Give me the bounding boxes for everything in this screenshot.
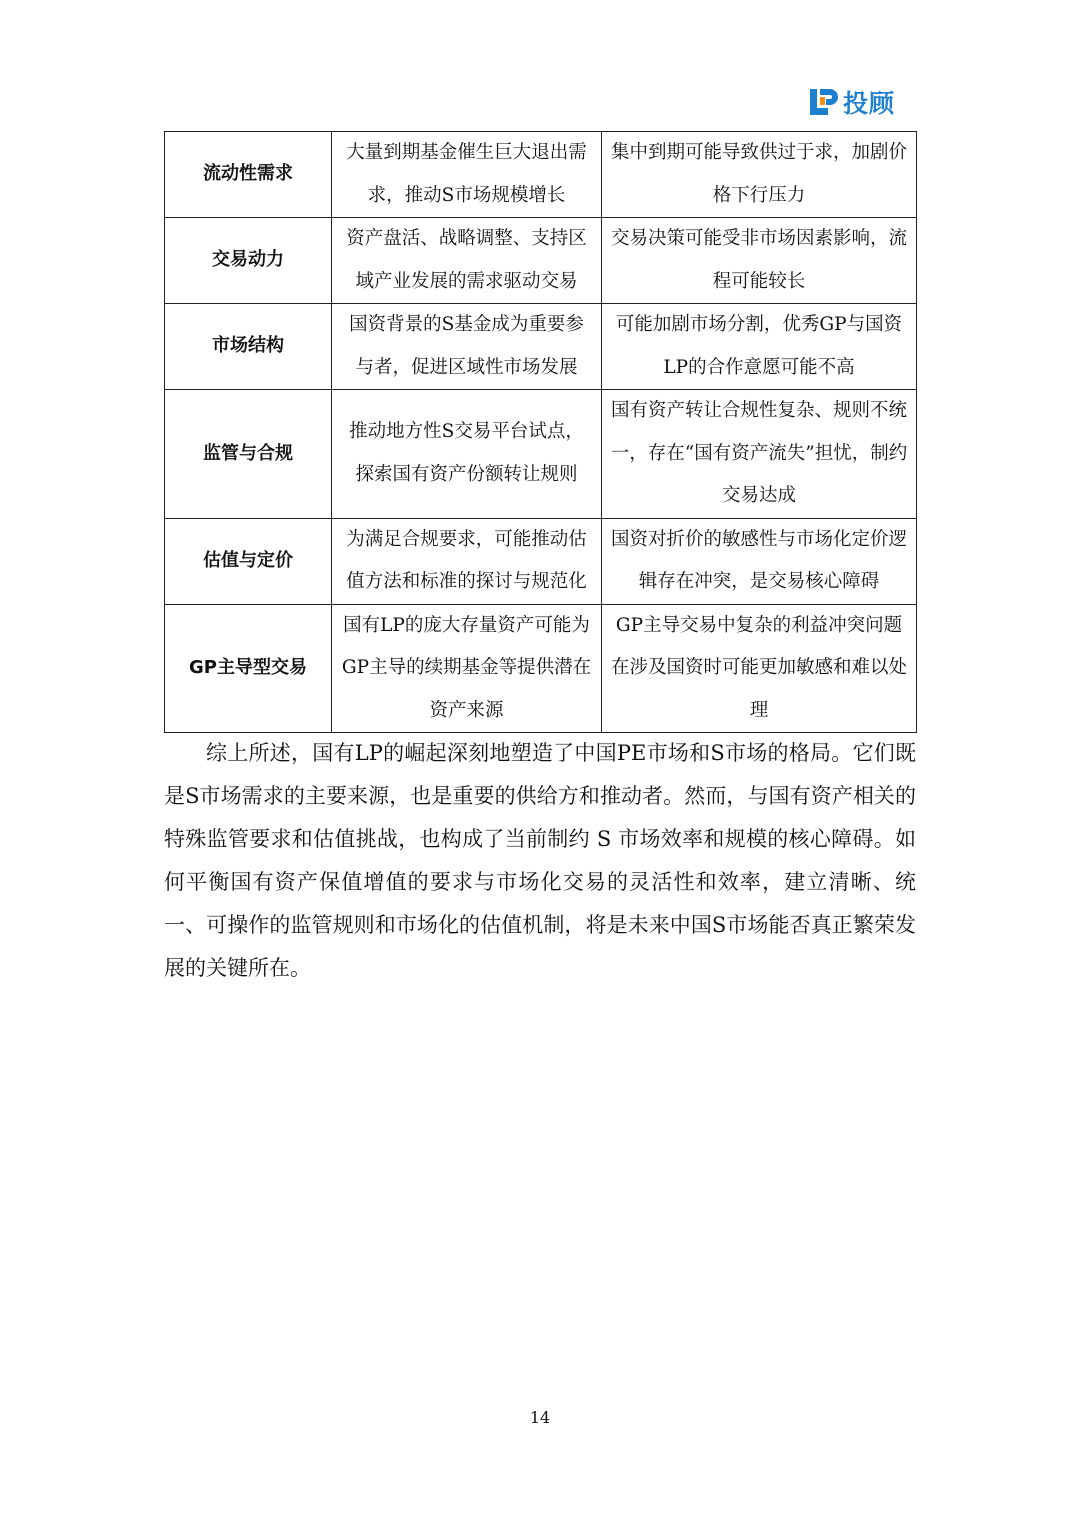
row-label: 流动性需求 (165, 132, 332, 218)
logo-text: 投顾 (843, 89, 896, 118)
impact-cell: 大量到期基金催生巨大退出需求，推动S市场规模增长 (332, 132, 602, 218)
challenge-cell: 国有资产转让合规性复杂、规则不统一，存在“国有资产流失”担忧，制约交易达成 (602, 390, 917, 519)
table-row (165, 604, 917, 733)
challenge-cell: 交易决策可能受非市场因素影响，流程可能较长 (602, 218, 917, 304)
challenge-cell: 可能加剧市场分割，优秀GP与国资LP的合作意愿可能不高 (602, 304, 917, 390)
table-row (165, 390, 917, 519)
impact-cell: 国有LP的庞大存量资产可能为GP主导的续期基金等提供潜在资产来源 (332, 604, 602, 733)
row-label: 交易动力 (165, 218, 332, 304)
challenge-cell: 国资对折价的敏感性与市场化定价逻辑存在冲突，是交易核心障碍 (602, 518, 917, 604)
impact-cell: 国资背景的S基金成为重要参与者，促进区域性市场发展 (332, 304, 602, 390)
table-row (165, 132, 917, 218)
table-row (165, 304, 917, 390)
row-label: 市场结构 (165, 304, 332, 390)
brand-logo (806, 84, 910, 120)
table-row (165, 518, 917, 604)
summary-text: 综上所述，国有LP的崛起深刻地塑造了中国PE市场和S市场的格局。它们既是S市场需求的主要来源，也是重要的供给方和推动者。然而，与国有资产相关的特殊监管要求和估值挑战，也构成了当前制约 S 市场效率和规模的核心障碍。如何平衡国有资产保值增值的要求与市场化交易的灵活性和效率，建立清晰、统一、可操作的监管规则和市场化的估值机制，将是未来中国S市场能否真正繁荣发展的关键所在。 (164, 741, 916, 980)
row-label: 估值与定价 (165, 518, 332, 604)
challenge-cell: 集中到期可能导致供过于求，加剧价格下行压力 (602, 132, 917, 218)
row-label: GP主导型交易 (165, 604, 332, 733)
challenge-cell: GP主导交易中复杂的利益冲突问题在涉及国资时可能更加敏感和难以处理 (602, 604, 917, 733)
impact-cell: 为满足合规要求，可能推动估值方法和标准的探讨与规范化 (332, 518, 602, 604)
summary-paragraph (164, 732, 916, 990)
table-row (165, 218, 917, 304)
lp-logo-icon (806, 85, 840, 119)
row-label: 监管与合规 (165, 390, 332, 519)
impact-cell: 资产盘活、战略调整、支持区域产业发展的需求驱动交易 (332, 218, 602, 304)
comparison-table (164, 131, 917, 733)
impact-cell: 推动地方性S交易平台试点，探索国有资产份额转让规则 (332, 390, 602, 519)
page-number: 14 (529, 1408, 551, 1427)
